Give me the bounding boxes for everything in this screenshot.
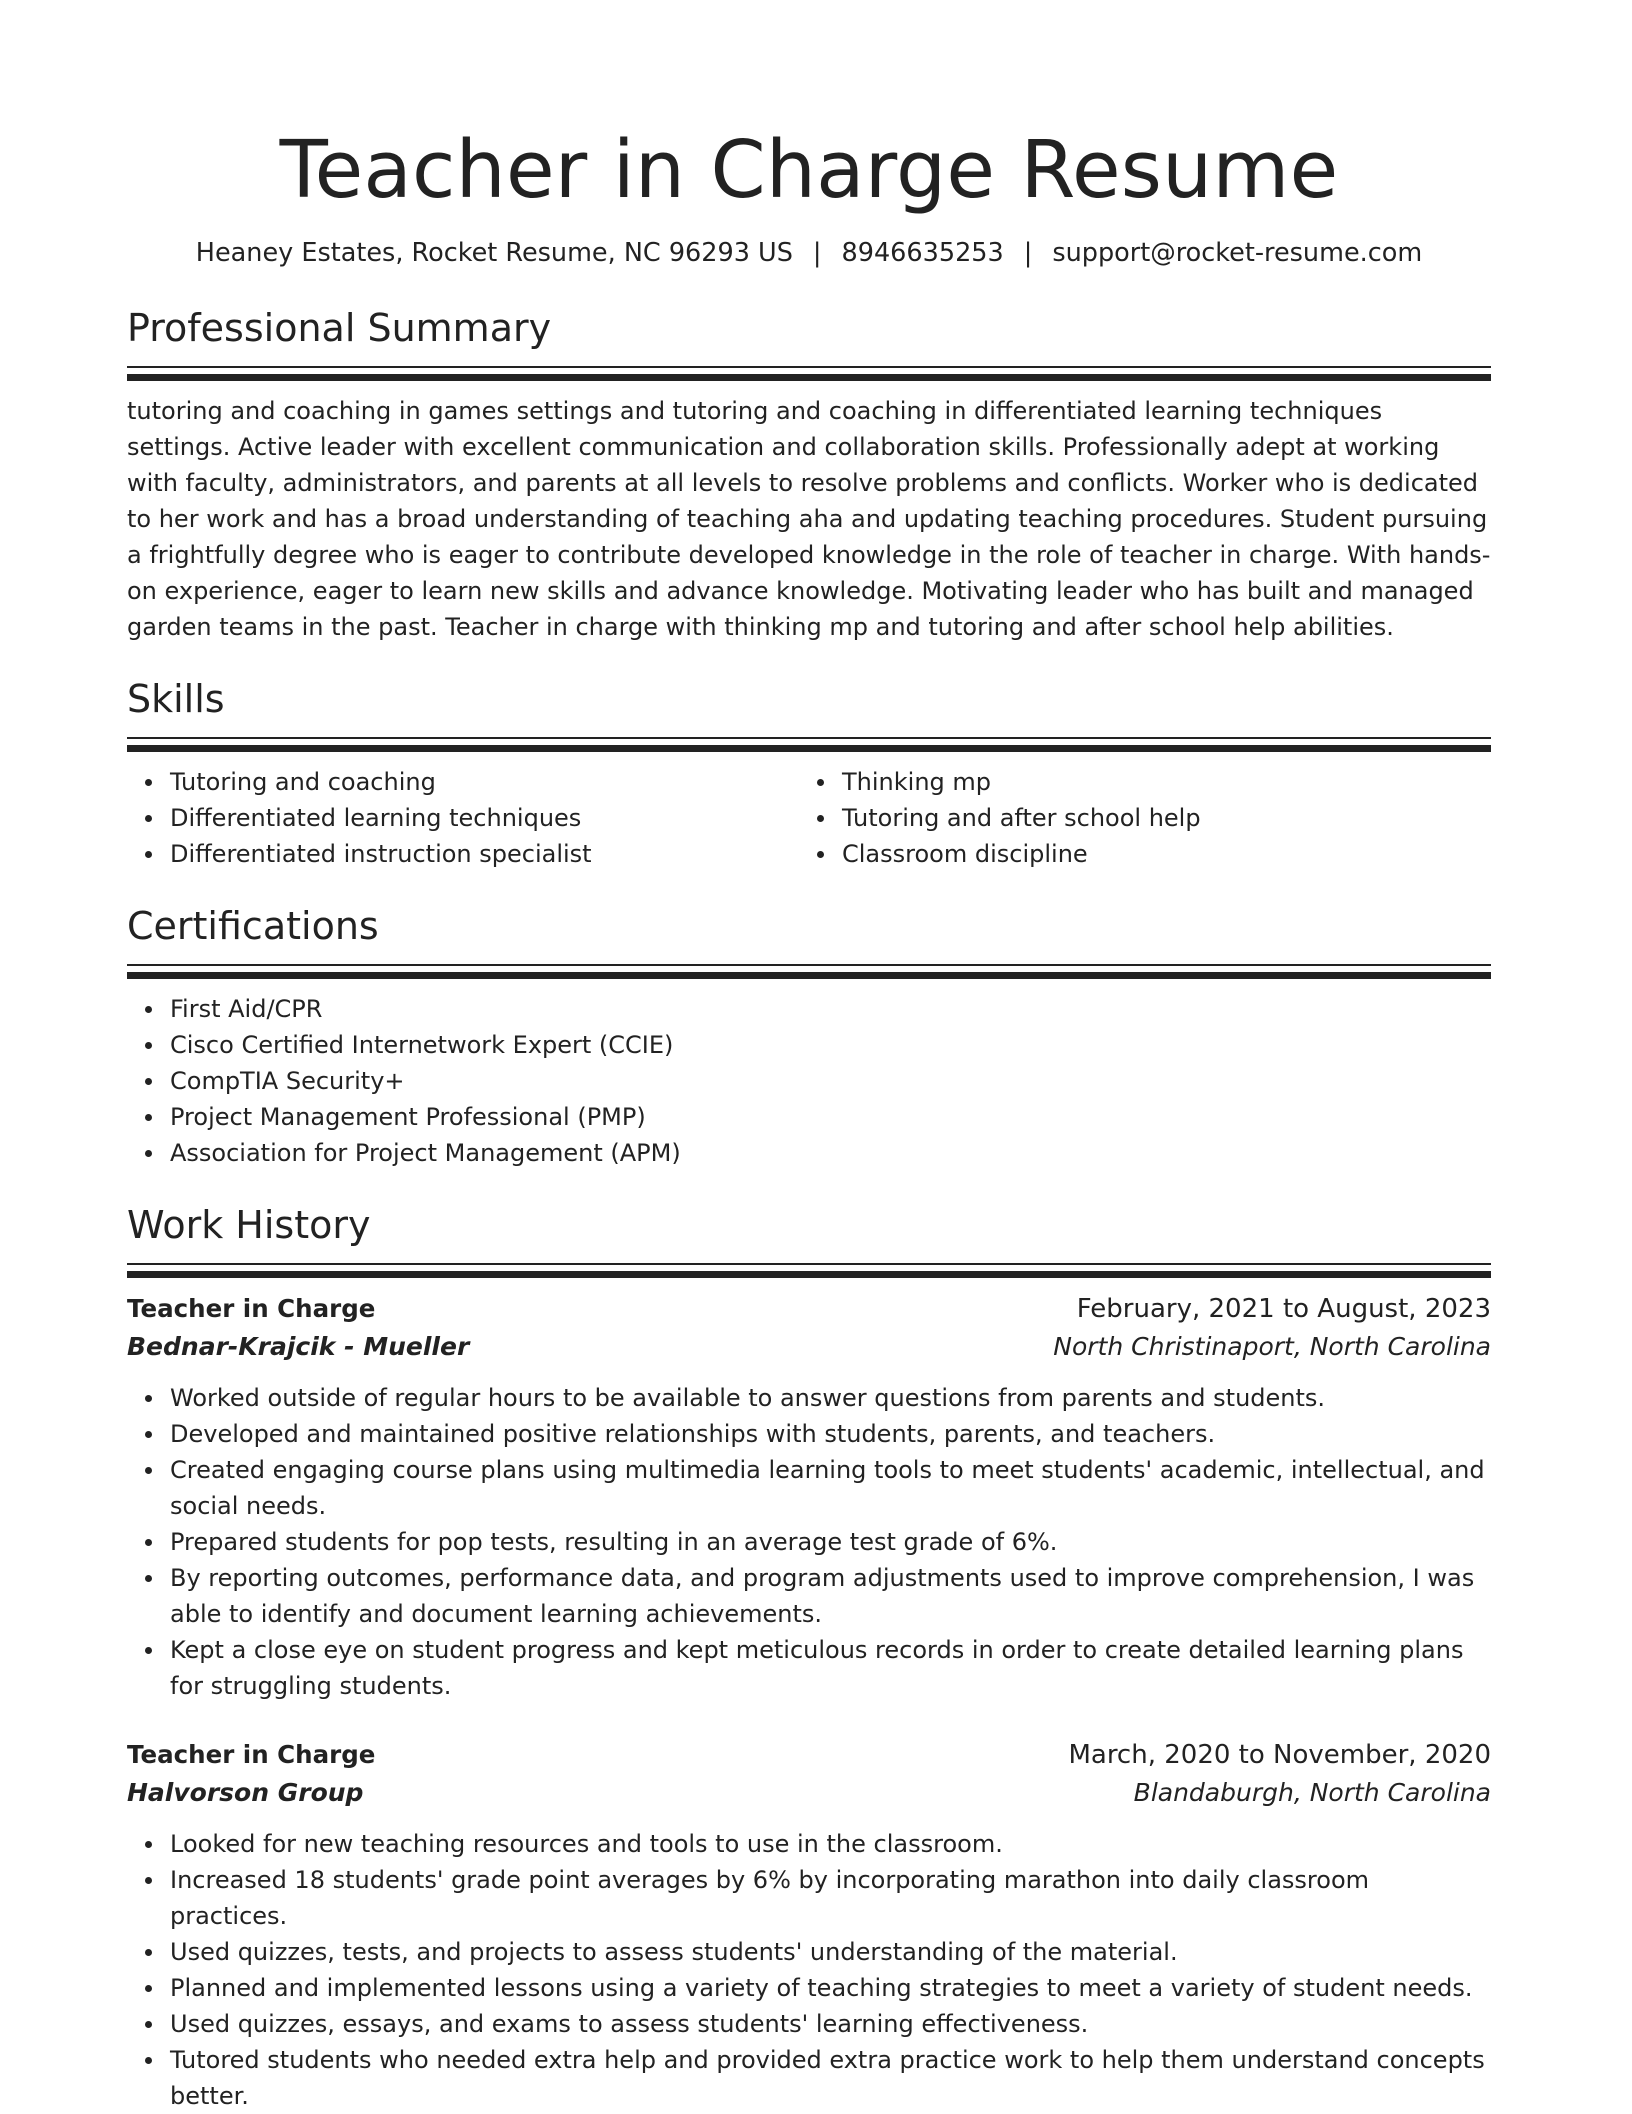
job-bullet: Used quizzes, tests, and projects to assess students' understanding of the material. <box>170 1934 1491 1970</box>
job-location: Blandaburgh, North Carolina <box>1133 1778 1491 1807</box>
job-bullet: Tutored students who needed extra help and provided extra practice work to help them understand concepts better. <box>170 2042 1491 2114</box>
section-divider <box>127 964 1491 979</box>
contact-separator: | <box>812 238 822 268</box>
skills-heading: Skills <box>127 677 225 721</box>
contact-email: support@rocket-resume.com <box>1052 238 1423 268</box>
job-location: North Christinaport, North Carolina <box>1053 1332 1491 1361</box>
resume-title: Teacher in Charge Resume <box>279 124 1339 216</box>
contact-separator: | <box>1023 238 1033 268</box>
job-subheader <box>127 1774 1491 1812</box>
job-bullet: Increased 18 students' grade point averages by 6% by incorporating marathon into daily classroom practices. <box>170 1862 1491 1934</box>
section-divider <box>127 737 1491 752</box>
skills-grid <box>127 764 1491 872</box>
job-bullet: By reporting outcomes, performance data, and program adjustments used to improve comprehension, I was able to identify and document learning achievements. <box>170 1560 1491 1632</box>
job-bullet: Prepared students for pop tests, resulting in an average test grade of 6%. <box>170 1524 1491 1560</box>
job-title: Teacher in Charge <box>127 1740 376 1769</box>
skill-item: Thinking mp <box>842 764 1471 800</box>
skills-section <box>127 675 1491 872</box>
section-divider <box>127 366 1491 381</box>
skills-list-left <box>127 764 799 872</box>
section-divider <box>127 1263 1491 1278</box>
job-header <box>127 1736 1491 1774</box>
job-bullets <box>127 1826 1491 2114</box>
job-subheader <box>127 1328 1491 1366</box>
summary-section <box>127 304 1491 645</box>
job-header <box>127 1290 1491 1328</box>
skills-list-right <box>799 764 1471 872</box>
contact-phone: 8946635253 <box>841 238 1004 268</box>
job-entry <box>127 1736 1491 2114</box>
summary-heading: Professional Summary <box>127 306 552 350</box>
job-company: Halvorson Group <box>127 1778 364 1807</box>
job-company: Bednar-Krajcik - Mueller <box>127 1332 470 1361</box>
job-dates: February, 2021 to August, 2023 <box>1076 1294 1491 1324</box>
contact-line <box>127 236 1491 270</box>
skill-item: Tutoring and coaching <box>170 764 799 800</box>
job-bullet: Created engaging course plans using multimedia learning tools to meet students' academic, intellectual, and social needs. <box>170 1452 1491 1524</box>
skill-item: Differentiated learning techniques <box>170 800 799 836</box>
job-bullets <box>127 1380 1491 1704</box>
resume-page <box>127 0 1491 2114</box>
certification-item: First Aid/CPR <box>170 991 1491 1027</box>
skills-column-left <box>127 764 799 872</box>
work-history-section <box>127 1201 1491 2114</box>
certification-item: Cisco Certified Internetwork Expert (CCIE) <box>170 1027 1491 1063</box>
certification-item: Project Management Professional (PMP) <box>170 1099 1491 1135</box>
job-entry <box>127 1290 1491 1704</box>
certifications-section <box>127 902 1491 1171</box>
work-history-heading: Work History <box>127 1203 371 1247</box>
certification-item: CompTIA Security+ <box>170 1063 1491 1099</box>
job-bullet: Looked for new teaching resources and tools to use in the classroom. <box>170 1826 1491 1862</box>
certification-item: Association for Project Management (APM) <box>170 1135 1491 1171</box>
job-title: Teacher in Charge <box>127 1294 376 1323</box>
skills-column-right <box>799 764 1471 872</box>
job-bullet: Planned and implemented lessons using a variety of teaching strategies to meet a variety of student needs. <box>170 1970 1491 2006</box>
job-bullet: Kept a close eye on student progress and kept meticulous records in order to create detailed learning plans for struggling students. <box>170 1632 1491 1704</box>
skill-item: Differentiated instruction specialist <box>170 836 799 872</box>
summary-text: tutoring and coaching in games settings and tutoring and coaching in differentiated learning techniques settings. Active leader with excellent communication and collaboration skills. Professionally adept at working with faculty, administrators, and parents at all levels to resolve problems and conflicts. Worker who is dedicated to her work and has a broad understanding of teaching aha and updating teaching procedures. Student pursuing a frightfully degree who is eager to contribute developed knowledge in the role of teacher in charge. With hands-on experience, eager to learn new skills and advance knowledge. Motivating leader who has built and managed garden teams in the past. Teacher in charge with thinking mp and tutoring and after school help abilities. <box>127 397 1491 641</box>
job-bullet: Worked outside of regular hours to be available to answer questions from parents and students. <box>170 1380 1491 1416</box>
job-dates: March, 2020 to November, 2020 <box>1068 1740 1491 1770</box>
job-bullet: Used quizzes, essays, and exams to assess students' learning effectiveness. <box>170 2006 1491 2042</box>
contact-address: Heaney Estates, Rocket Resume, NC 96293 US <box>195 238 793 268</box>
skill-item: Classroom discipline <box>842 836 1471 872</box>
certifications-list <box>127 991 1491 1171</box>
job-bullet: Developed and maintained positive relationships with students, parents, and teachers. <box>170 1416 1491 1452</box>
certifications-heading: Certifications <box>127 904 379 948</box>
skill-item: Tutoring and after school help <box>842 800 1471 836</box>
